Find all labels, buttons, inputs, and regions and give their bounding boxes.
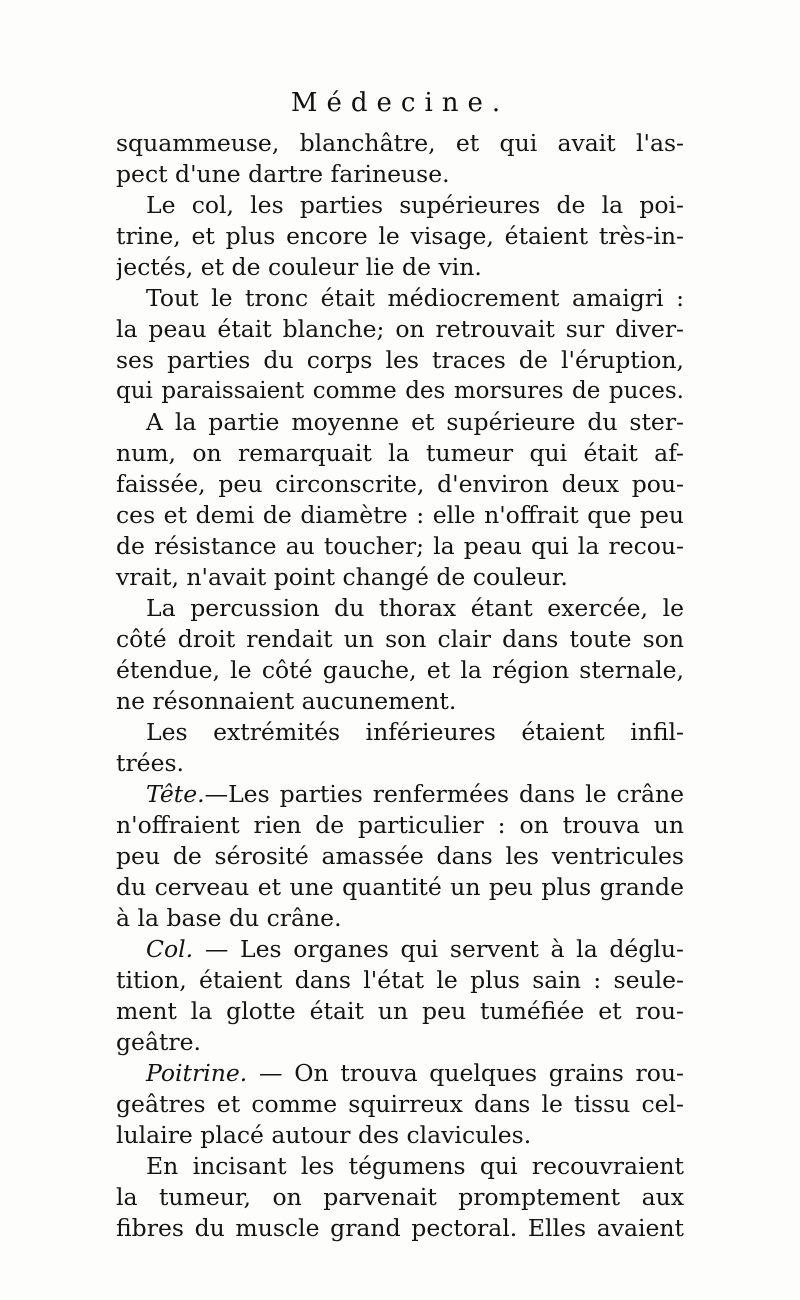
text-line: étendue, le côté gauche, et la région sternale, [116,656,684,684]
em-dash: — [204,935,229,963]
paragraph-start: Les extrémités inférieures étaient infil- [146,718,684,746]
text-line: trées. [116,749,185,777]
em-dash: — [204,780,229,808]
paragraph-start: A la partie moyenne et supérieure du ster- [146,408,684,436]
text-line: jectés, et de couleur lie de vin. [116,253,482,281]
section-poitrine-start [116,1058,684,1089]
em-dash: — [258,1059,283,1087]
paragraph-start: Le col, les parties supérieures de la poi- [146,191,684,219]
text-line: peu de sérosité amassée dans les ventricules [116,842,684,870]
text-line: de résistance au toucher; la peau qui la recou- [116,532,684,560]
text-line: geâtres et comme squirreux dans le tissu cel- [116,1090,684,1118]
text-run: Les organes qui servent à la déglu- [240,935,684,963]
section-label-col: Col. [146,935,194,963]
running-header: Médecine. [290,88,510,118]
text-line: la peau était blanche; on retrouvait sur diver- [116,315,684,343]
text-line: squammeuse, blanchâtre, et qui avait l'as- [116,129,684,157]
text-line: ces et demi de diamètre : elle n'offrait que peu [116,501,684,529]
paragraph-start: Tout le tronc était médiocrement amaigri : [146,284,684,312]
text-line: n'offraient rien de particulier : on trouva un [116,811,684,839]
paragraph-start: La percussion du thorax étant exercée, le [146,594,684,622]
text-run: On trouva quelques grains rou- [294,1059,684,1087]
text-line: faissée, peu circonscrite, d'environ deux pou- [116,470,684,498]
section-label-poitrine: Poitrine. [146,1059,248,1087]
text-line: à la base du crâne. [116,904,342,932]
paragraph-start: En incisant les tégumens qui recouvraient [146,1152,684,1180]
text-line: ses parties du corps les traces de l'éruption, [116,346,684,374]
text-line: pect d'une dartre farineuse. [116,160,450,188]
text-line: ne résonnaient aucunement. [116,687,457,715]
text-line: qui paraissaient comme des morsures de puces. [116,378,684,404]
body-text [116,128,684,1244]
text-line: ment la glotte était un peu tuméfiée et rou- [116,997,684,1025]
text-line: fibres du muscle grand pectoral. Elles avaient [116,1214,684,1242]
section-label-tete: Tête. [146,780,205,808]
section-col-start [116,934,684,965]
text-line: du cerveau et une quantité un peu plus grande [116,873,684,901]
text-run: Les parties renfermées dans le crâne [228,780,684,808]
text-line: num, on remarquait la tumeur qui était af- [116,439,684,467]
text-line: la tumeur, on parvenait promptement aux [116,1183,684,1211]
text-line: lulaire placé autour des clavicules. [116,1121,532,1149]
text-line: tition, étaient dans l'état le plus sain : seule- [116,966,684,994]
section-tete-start [116,779,684,810]
text-line: trine, et plus encore le visage, étaient très-in- [116,222,684,250]
text-line: geâtre. [116,1028,202,1056]
text-line: côté droit rendait un son clair dans toute son [116,625,684,653]
text-line: vrait, n'avait point changé de couleur. [116,563,568,591]
